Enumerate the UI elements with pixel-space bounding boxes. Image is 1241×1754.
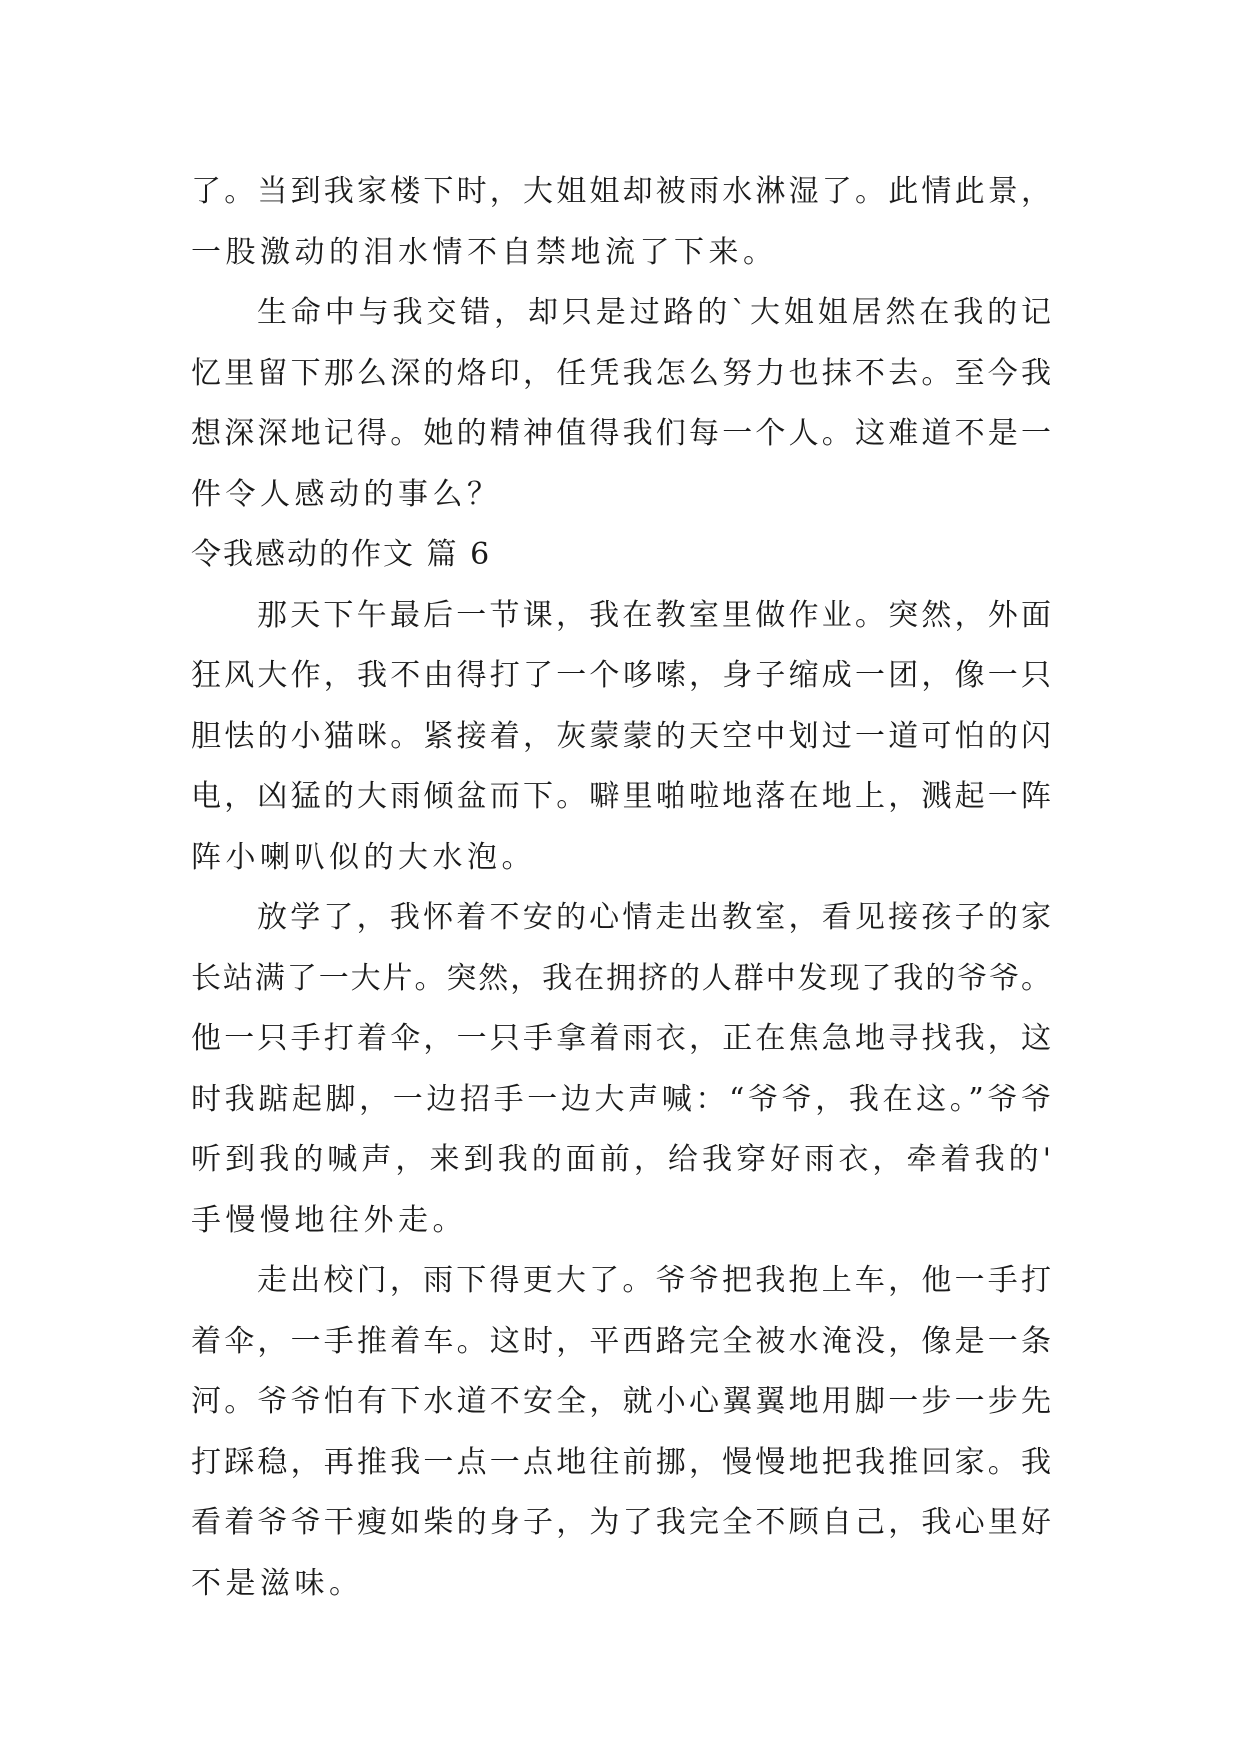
- paragraph-start-line: 放学了，我怀着不安的心情走出教室，看见接孩子的家: [257, 900, 1051, 935]
- essay-text: [191, 162, 1051, 1614]
- text-line: 电，凶猛的大雨倾盆而下。噼里啪啦地落在地上，溅起一阵: [191, 779, 1051, 814]
- paragraph-start-line: 那天下午最后一节课，我在教室里做作业。突然，外面: [257, 597, 1051, 633]
- text-line: 时我踮起脚，一边招手一边大声喊：“爷爷，我在这。”爷爷: [191, 1081, 1051, 1117]
- section-heading: 令我感动的作文 篇 6: [191, 537, 492, 572]
- text-line: 河。爷爷怕有下水道不安全，就小心翼翼地用脚一步一步先: [191, 1384, 1051, 1419]
- text-line: 着伞，一手推着车。这时，平西路完全被水淹没，像是一条: [191, 1323, 1051, 1359]
- paragraph-start-line: 生命中与我交错，却只是过路的`大姐姐居然在我的记: [257, 295, 1051, 330]
- text-line: 阵小喇叭似的大水泡。: [191, 839, 536, 875]
- text-line: 他一只手打着伞，一只手拿着雨衣，正在焦急地寻找我，这: [191, 1021, 1051, 1056]
- text-line: 胆怯的小猫咪。紧接着，灰蒙蒙的天空中划过一道可怕的闪: [191, 718, 1051, 754]
- text-line: 打踩稳，再推我一点一点地往前挪，慢慢地把我推回家。我: [191, 1444, 1051, 1480]
- text-line: 想深深地记得。她的精神值得我们每一个人。这难道不是一: [191, 416, 1051, 451]
- text-line: 狂风大作，我不由得打了一个哆嗦，身子缩成一团，像一只: [191, 658, 1051, 693]
- text-line: 不是滋味。: [191, 1565, 364, 1601]
- text-line: 了。当到我家楼下时，大姐姐却被雨水淋湿了。此情此景，: [191, 174, 1051, 209]
- text-line: 忆里留下那么深的烙印，任凭我怎么努力也抹不去。至今我: [191, 355, 1051, 391]
- text-line: 听到我的喊声，来到我的面前，给我穿好雨衣，牵着我的': [191, 1142, 1051, 1177]
- text-line: 长站满了一大片。突然，我在拥挤的人群中发现了我的爷爷。: [191, 960, 1051, 996]
- text-line: 件令人感动的事么？: [191, 476, 502, 512]
- text-line: 看着爷爷干瘦如柴的身子，为了我完全不顾自己，我心里好: [191, 1505, 1051, 1540]
- paragraph-start-line: 走出校门，雨下得更大了。爷爷把我抱上车，他一手打: [257, 1263, 1051, 1298]
- text-line: 一股激动的泪水情不自禁地流了下来。: [191, 234, 778, 270]
- text-line: 手慢慢地往外走。: [191, 1202, 467, 1238]
